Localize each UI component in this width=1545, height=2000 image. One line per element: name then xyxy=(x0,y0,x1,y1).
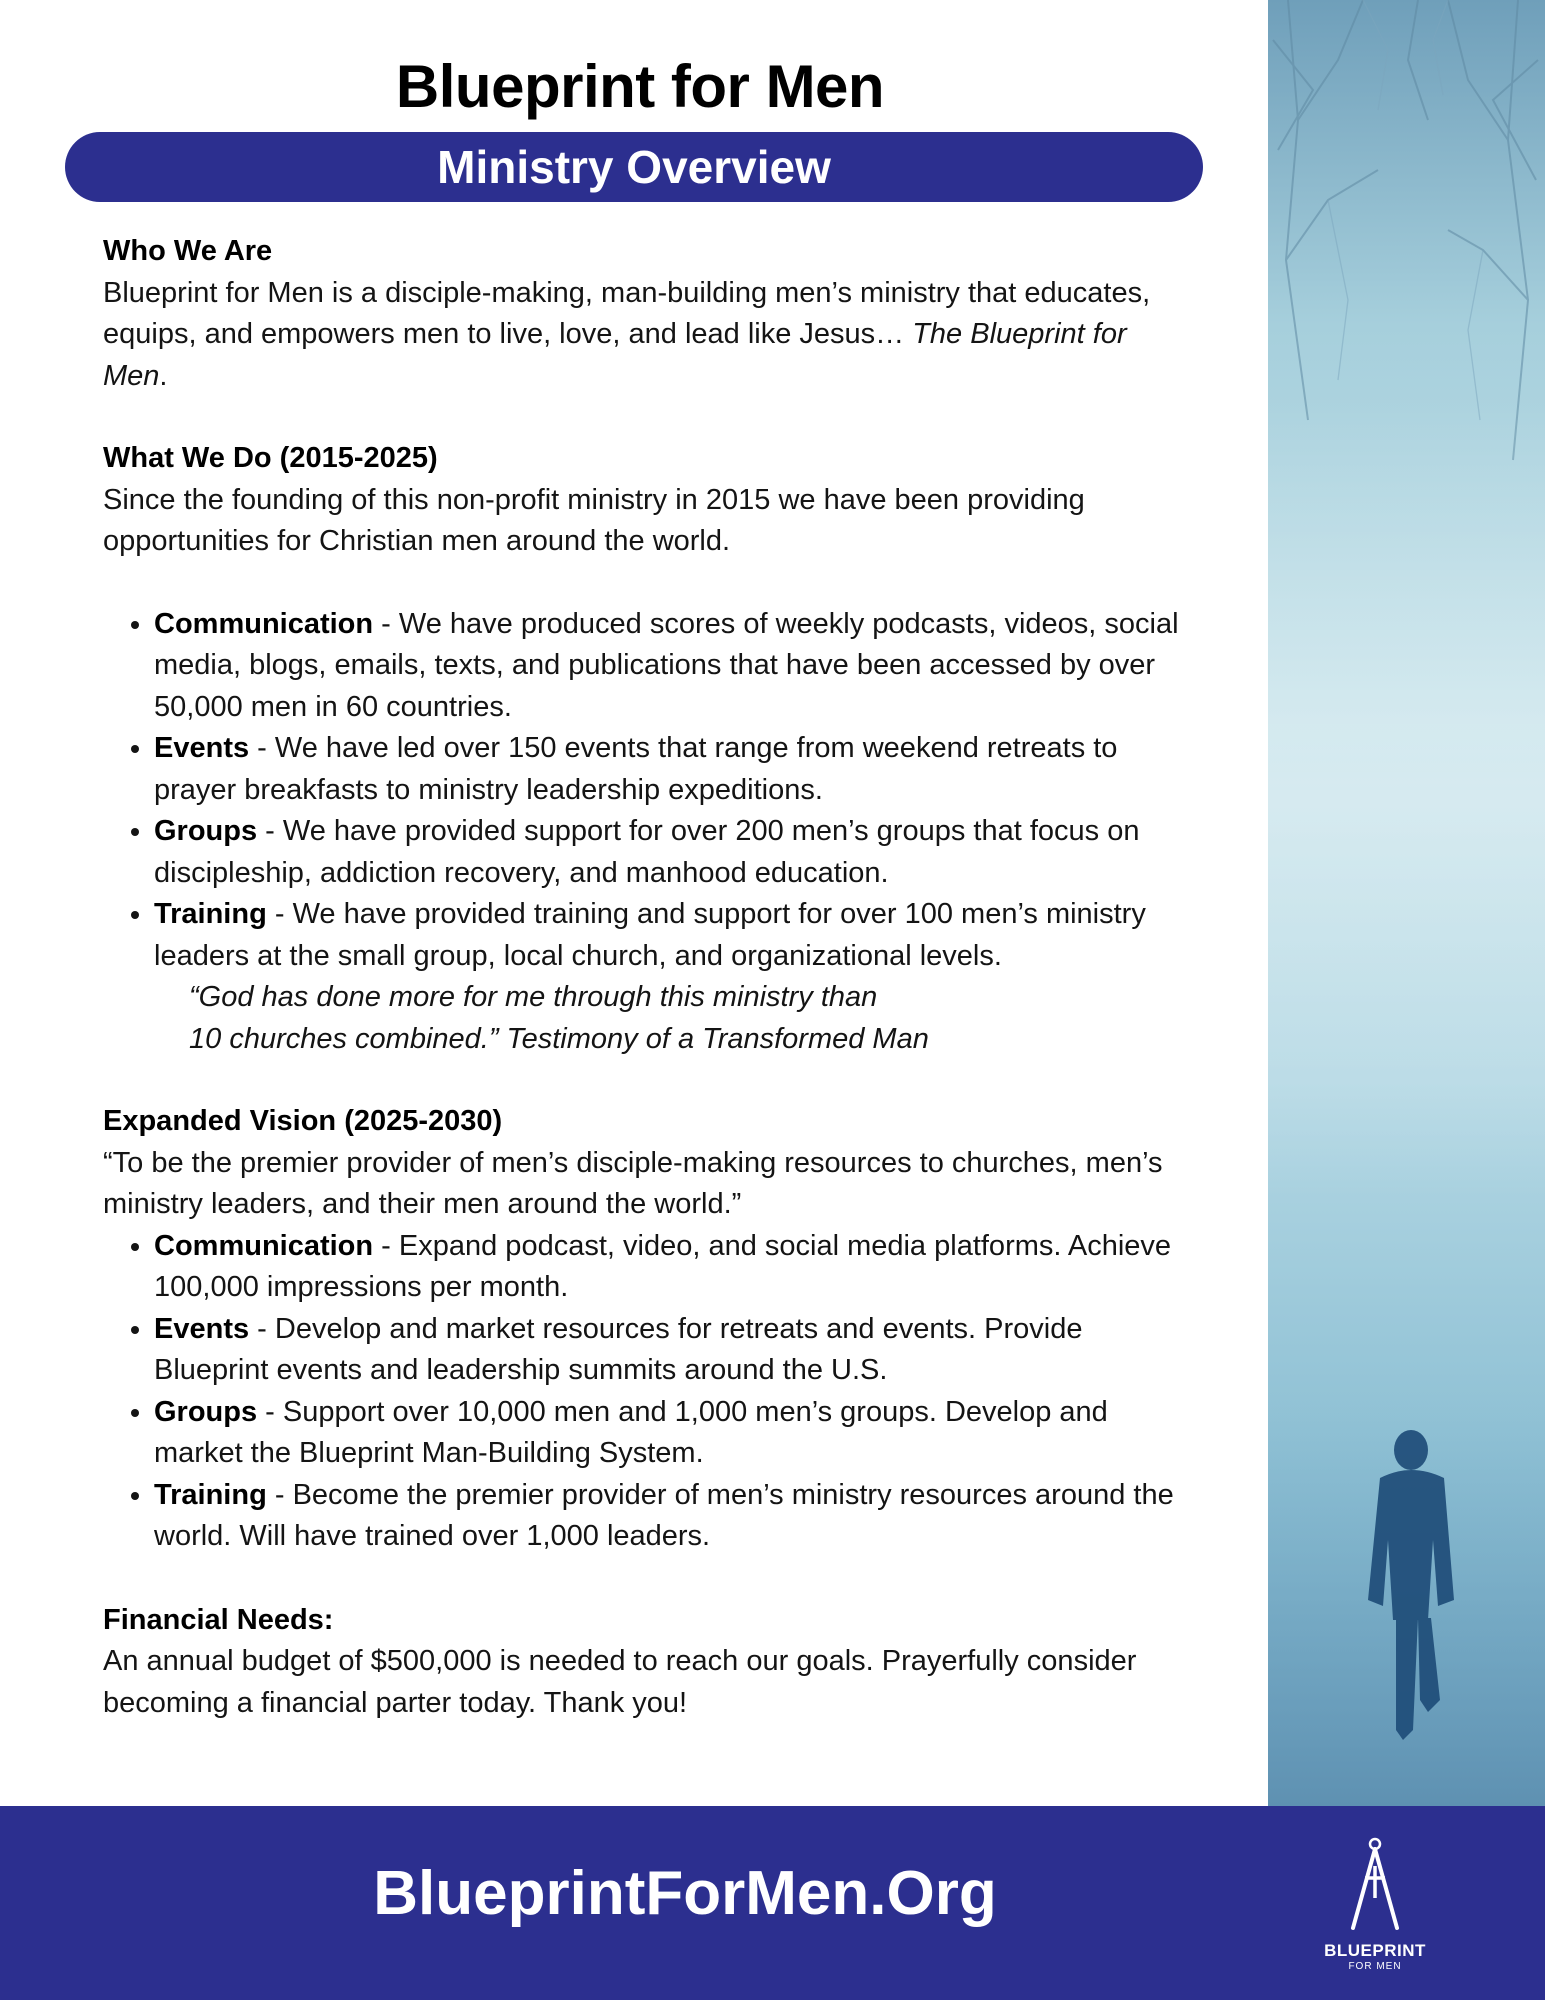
financial-needs-heading: Financial Needs: xyxy=(103,1603,334,1636)
financial-needs-text: An annual budget of $500,000 is needed to reach our goals. Prayerfully consider becoming a financial parter today. Thank you! xyxy=(103,1645,1137,1719)
blueprint-logo xyxy=(1320,1836,1430,1976)
list-item: • Events - We have led over 150 events that range from weekend retreats to prayer breakfasts to ministry leadership expeditions. xyxy=(154,728,1193,811)
testimony-quote-line2: 10 churches combined.” Testimony of a Transformed Man xyxy=(189,1022,929,1055)
footer-bar xyxy=(0,1806,1545,2000)
what-we-do-heading: What We Do (2015-2025) xyxy=(103,442,438,474)
who-we-are-text: Blueprint for Men is a disciple-making, man-building men’s ministry that educates, equips, and empowers men to live, love, and lead like Jesus… The Blueprint for Men. xyxy=(103,276,1151,392)
compass-icon xyxy=(1345,1836,1405,1932)
what-we-do-list xyxy=(103,604,1193,978)
foggy-forest-photo xyxy=(1268,0,1545,1806)
list-item: • Communication - Expand podcast, video, and social media platforms. Achieve 100,000 impressions per month. xyxy=(154,1226,1193,1309)
list-item: • Training - We have provided training and support for over 100 men’s ministry leaders at the small group, local church, and organizational levels. xyxy=(154,894,1193,977)
list-item: • Events - Develop and market resources for retreats and events. Provide Blueprint events and leadership summits around the U.S. xyxy=(154,1309,1193,1392)
list-item: • Communication - We have produced scores of weekly podcasts, videos, social media, blogs, emails, texts, and publications that have been accessed by over 50,000 men in 60 countries. xyxy=(154,604,1193,729)
list-item: • Groups - Support over 10,000 men and 1,000 men’s groups. Develop and market the Blueprint Man-Building System. xyxy=(154,1392,1193,1475)
banner-title: Ministry Overview xyxy=(437,141,831,193)
list-item: • Training - Become the premier provider of men’s ministry resources around the world. Will have trained over 1,000 leaders. xyxy=(154,1475,1193,1558)
page-title: Blueprint for Men xyxy=(395,53,885,120)
expanded-vision-intro: “To be the premier provider of men’s disciple-making resources to churches, men’s ministry leaders, and their men around the world.” xyxy=(103,1146,1163,1220)
what-we-do-intro: Since the founding of this non-profit ministry in 2015 we have been providing opportunities for Christian men around the world. xyxy=(103,483,1085,557)
expanded-vision-heading: Expanded Vision (2025-2030) xyxy=(103,1105,503,1137)
logo-text: BLUEPRINT xyxy=(1324,1941,1426,1960)
blueprint-italic: The Blueprint for Men xyxy=(103,318,1127,392)
man-walking-in-fog-image xyxy=(1268,0,1545,1806)
website-link[interactable]: BlueprintForMen.Org xyxy=(373,1859,997,1928)
list-item: • Groups - We have provided support for over 200 men’s groups that focus on discipleship, addiction recovery, and manhood education. xyxy=(154,811,1193,894)
expanded-vision-list xyxy=(103,1226,1193,1558)
section-banner xyxy=(65,132,1203,202)
document-body xyxy=(103,231,1193,1724)
who-we-are-heading: Who We Are xyxy=(103,235,273,267)
testimony-quote-line1: “God has done more for me through this ministry than xyxy=(189,981,878,1013)
logo-subtext: FOR MEN xyxy=(1348,1961,1402,1972)
